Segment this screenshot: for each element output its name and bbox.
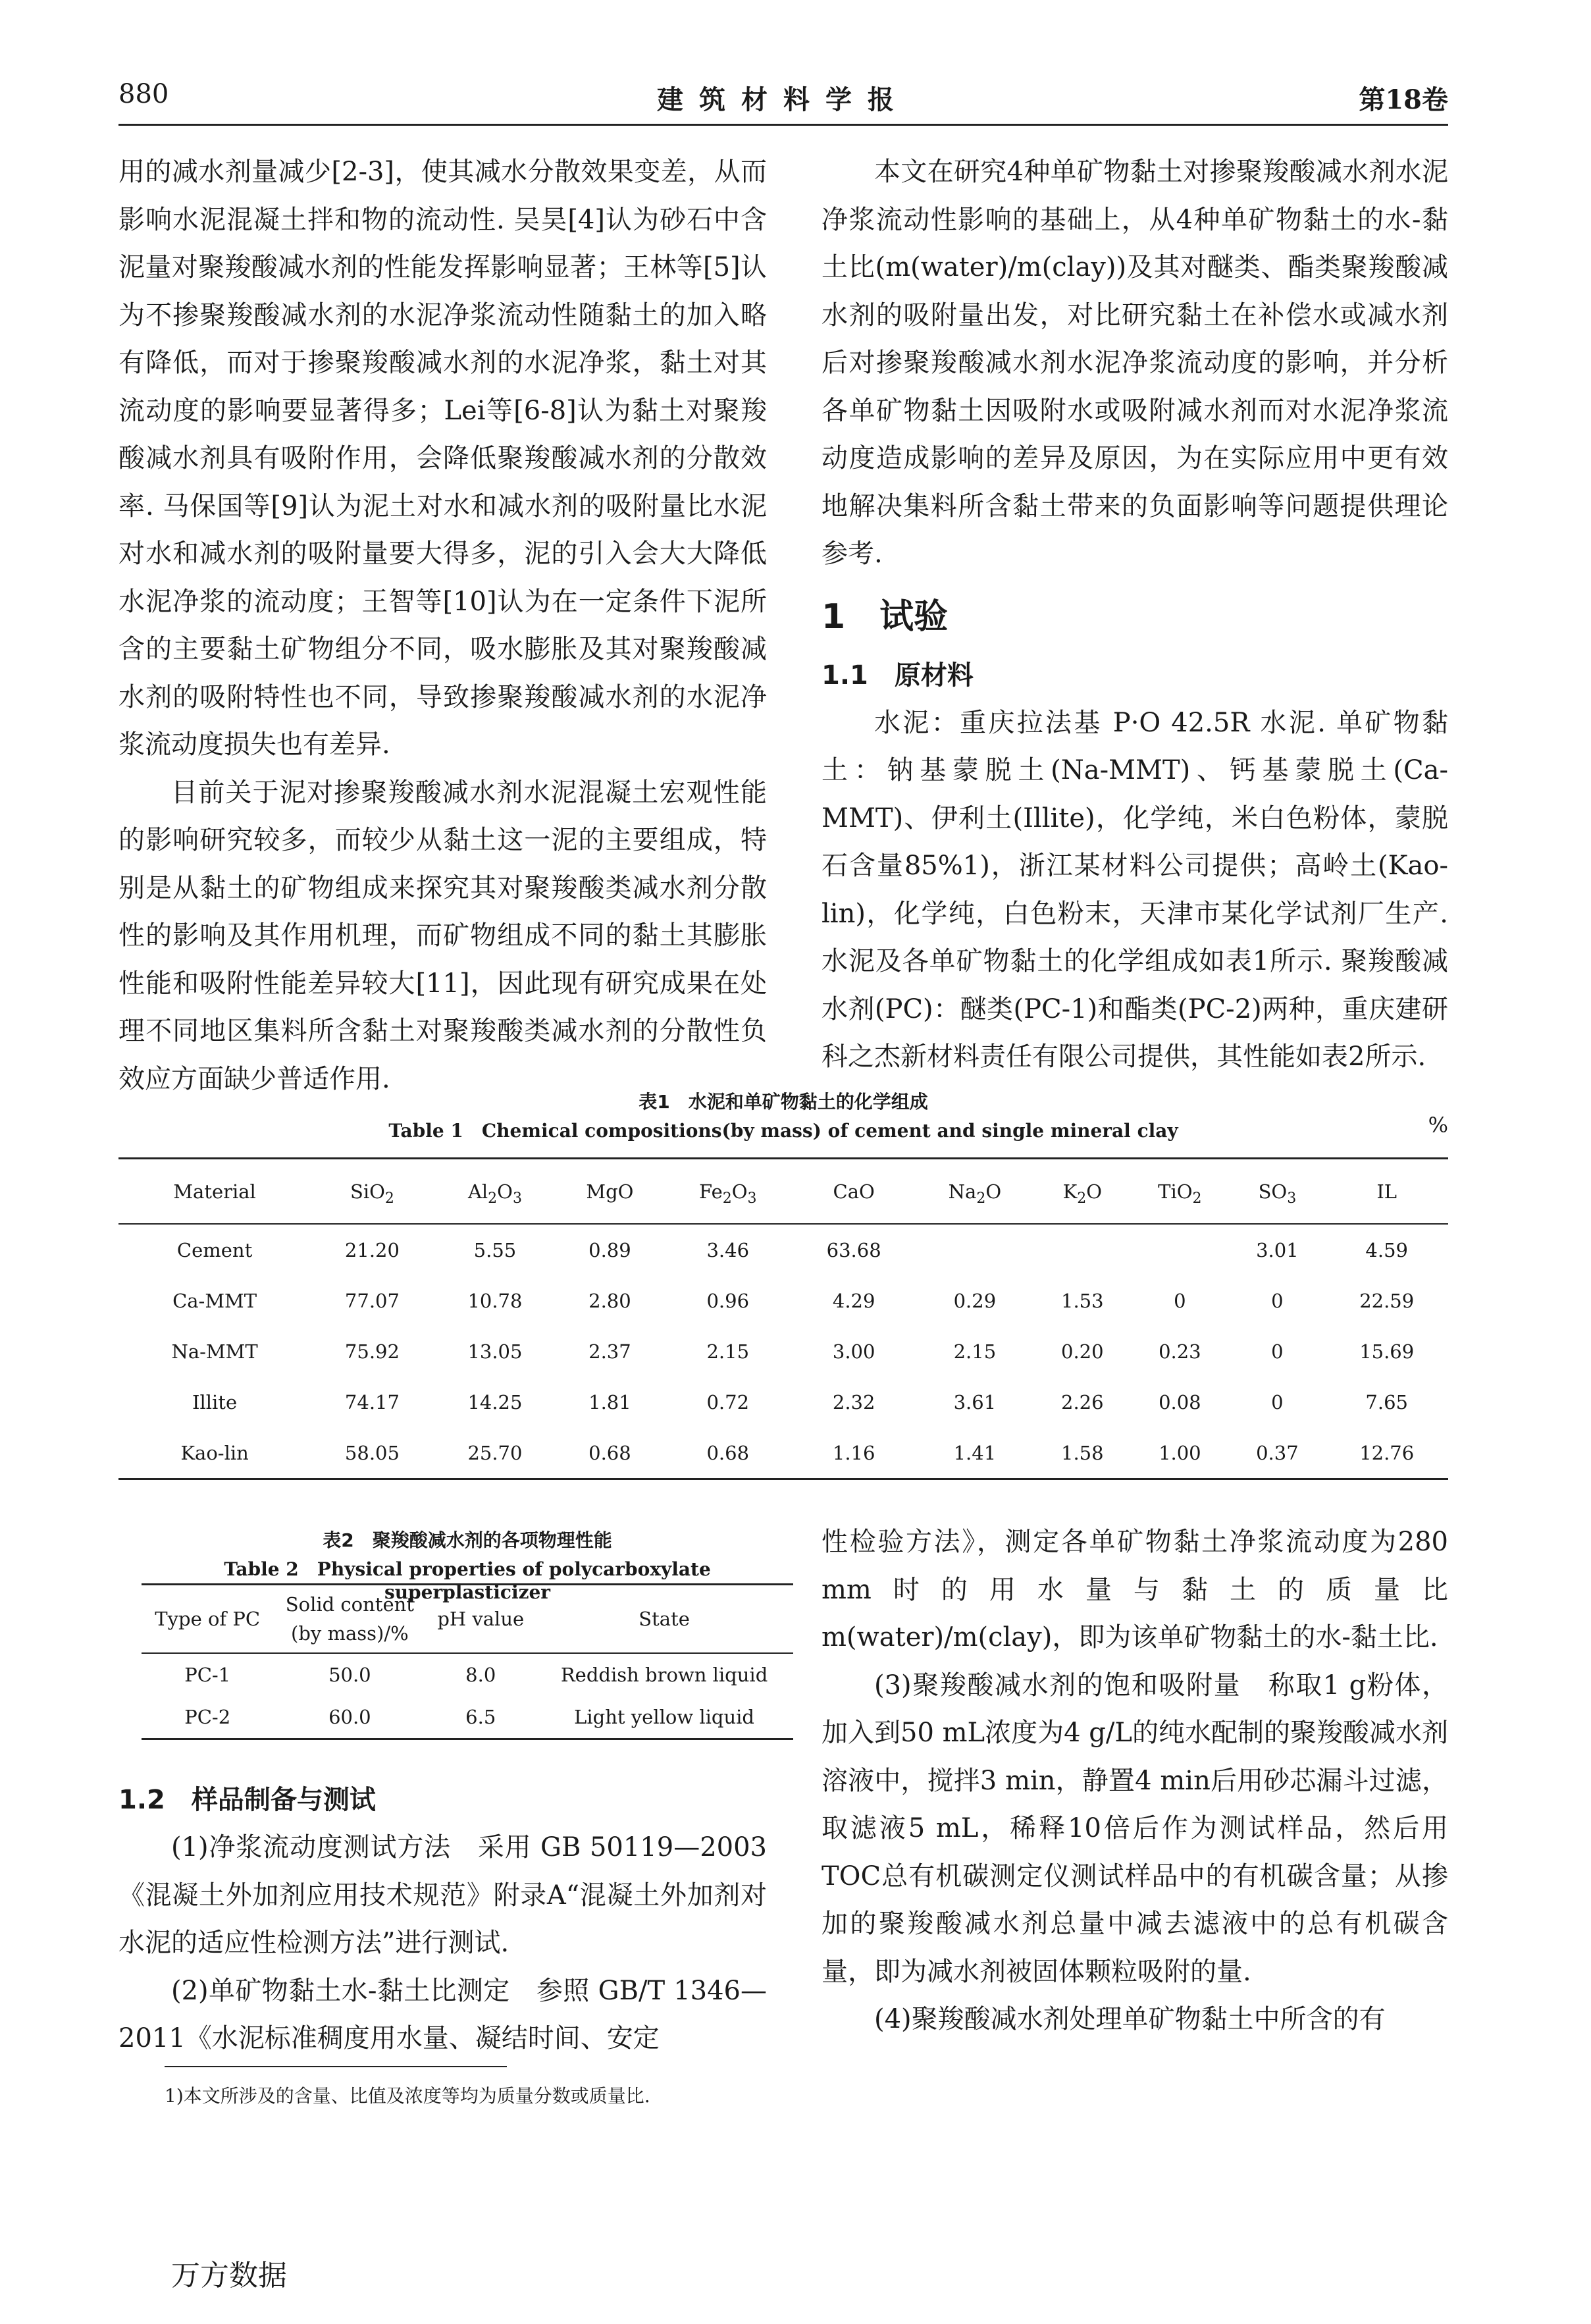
column-header: $Na_2O$ [948, 1180, 1002, 1207]
table-cell: Cement [176, 1238, 253, 1261]
paragraph: 用的减水剂量减少[2-3]，使其减水分散效果变差，从而影响水泥混凝土拌和物的流动性. 吴昊[4]认为砂石中含泥量对聚羧酸减水剂的性能发挥影响显著；王林等[5]认为不掺聚羧酸减水剂的水泥净浆流动性随黏土的加入略有降低，而对于掺聚羧酸减水剂的水泥净浆，黏土对其流动度的影响要显著得多；Lei等[6-8]认为黏土对聚羧酸减水剂具有吸附作用，会降低聚羧酸减水剂的分散效率. 马保国等[9]认为泥土对水和减水剂的吸附量比水泥对水和减水剂的吸附量要大得多，泥的引入会大大降低水泥净浆的流动度；王智等[10]认为在一定条件下泥所含的主要黏土矿物组分不同，吸水膨胀及其对聚羧酸减水剂的吸附特性也不同，导致掺聚羧酸减水剂的水泥净浆流动度损失也有差异. [118, 157, 767, 760]
table-row [118, 1377, 1448, 1427]
table1-caption-en: Table 1 Chemical compositions(by mass) of cement and single mineral clay [388, 1120, 1178, 1142]
paragraph: (2)单矿物黏土水-黏土比测定 参照 GB/T 1346—2011《水泥标准稠度用水量、凝结时间、安定 [118, 1975, 767, 2053]
column-header: $SO_3$ [1258, 1180, 1297, 1207]
table-cell: 13.05 [467, 1340, 523, 1363]
table-cell [1034, 1224, 1130, 1275]
table-cell: 7.65 [1365, 1390, 1408, 1413]
table-cell: 0 [1271, 1390, 1284, 1413]
paragraph: (1)净浆流动度测试方法 采用 GB 50119—2003《混凝土外加剂应用技术规范》附录A“混凝土外加剂对水泥的适应性检测方法”进行测试. [118, 1832, 767, 1958]
table-cell: 14.25 [467, 1390, 523, 1413]
table-cell: 2.15 [953, 1340, 997, 1363]
column-header: SiO$_2$ [350, 1180, 394, 1207]
table-cell: 3.46 [706, 1238, 750, 1261]
watermark: 万方数据 [171, 2259, 287, 2292]
table-cell: 2.15 [706, 1340, 750, 1363]
table-cell: 10.78 [467, 1289, 523, 1312]
table-cell: 3.01 [1256, 1238, 1299, 1261]
table-cell: 1.41 [953, 1441, 997, 1464]
table-cell: Na-MMT [171, 1340, 258, 1363]
table-cell: Kao-lin [180, 1441, 249, 1464]
column-header: Solid content (by mass)/% [285, 1593, 414, 1645]
running-header [118, 79, 1448, 125]
table-cell: 0 [1271, 1340, 1284, 1363]
table-cell: 2.26 [1061, 1390, 1104, 1413]
journal-title: 建筑材料学报 [657, 84, 910, 115]
table-cell: 4.59 [1365, 1238, 1408, 1261]
table-cell: 2.37 [588, 1340, 631, 1363]
table-cell: 50.0 [328, 1664, 371, 1686]
section-heading: 1 试验 [822, 596, 949, 637]
column-header: MgO [586, 1180, 634, 1203]
table-cell: Reddish brown liquid [560, 1664, 768, 1686]
header-rule [118, 124, 1448, 126]
footnote-rule [165, 2066, 507, 2067]
table-cell: 0.68 [706, 1441, 750, 1464]
table-cell: 2.80 [588, 1289, 631, 1312]
table2-caption-en: Table 2 Physical properties of polycarboxylate superplasticizer [224, 1558, 711, 1603]
table-cell: 63.68 [826, 1238, 881, 1261]
column-header: Material [173, 1180, 256, 1203]
table-cell: 25.70 [467, 1441, 523, 1464]
table-cell: 0.72 [706, 1390, 750, 1413]
table-row [118, 1224, 1448, 1275]
table-cell: 0.08 [1159, 1390, 1201, 1413]
column-header: CaO [833, 1180, 875, 1203]
table-row [142, 1696, 793, 1739]
table-cell: 60.0 [328, 1706, 371, 1728]
table-cell: 75.92 [344, 1340, 400, 1363]
table-cell: PC-2 [184, 1706, 231, 1728]
table-cell: 1.81 [588, 1390, 631, 1413]
column-header: $Al_2O_3$ [467, 1180, 522, 1207]
column-header: $Fe_2O_3$ [699, 1180, 757, 1207]
table-cell [915, 1224, 1034, 1275]
subsection-heading: 1.2 样品制备与测试 [118, 1785, 376, 1815]
table-cell: 21.20 [344, 1238, 400, 1261]
table-cell: 1.16 [832, 1441, 875, 1464]
table-cell: 1.53 [1061, 1289, 1104, 1312]
page-number: 880 [118, 79, 169, 109]
table1 [118, 1157, 1448, 1480]
left-column-lower [118, 1776, 767, 2063]
table-cell: 0.96 [706, 1289, 750, 1312]
table-cell [1130, 1224, 1229, 1275]
table-cell: 12.76 [1359, 1441, 1415, 1464]
table-cell: 6.5 [465, 1706, 496, 1728]
table2-caption-cn: 表2 聚羧酸减水剂的各项物理性能 [323, 1529, 612, 1551]
table-row [118, 1326, 1448, 1377]
right-column-lower [822, 1518, 1448, 2044]
column-header: TiO$_2$ [1158, 1180, 1202, 1207]
paragraph: 性检验方法》，测定各单矿物黏土净浆流动度为280 mm时的用水量与黏土的质量比 m(water)/m(clay)，即为该单矿物黏土的水-黏土比. [822, 1527, 1448, 1652]
paragraph: 水泥：重庆拉法基 P·O 42.5R 水泥. 单矿物黏土：钠基蒙脱土(Na-MMT)、钙基蒙脱土(Ca-MMT)、伊利土(Illite)，化学纯，米白色粉体，蒙脱石含量85%1)，浙江某材料公司提供；高岭土(Kao-lin)，化学纯，白色粉末，天津市某化学试剂厂生产. 水泥及各单矿物黏土的化学组成如表1所示. 聚羧酸减水剂(PC)：醚类(PC-1)和酯类(PC-2)两种，重庆建研科之杰新材料责任有限公司提供，其性能如表2所示. [822, 707, 1448, 1072]
table1-unit: % [1428, 1113, 1448, 1138]
table1-caption-cn: 表1 水泥和单矿物黏土的化学组成 [639, 1091, 928, 1113]
column-header: Type of PC [155, 1608, 261, 1630]
table-row [118, 1427, 1448, 1479]
table-cell: Light yellow liquid [574, 1706, 754, 1728]
paragraph: 本文在研究4种单矿物黏土对掺聚羧酸减水剂水泥净浆流动性影响的基础上，从4种单矿物黏土的水-黏土比(m(water)/m(clay))及其对醚类、酯类聚羧酸减水剂的吸附量出发，对比研究黏土在补偿水或减水剂后对掺聚羧酸减水剂水泥净浆流动度的影响，并分析各单矿物黏土因吸附水或吸附减水剂而对水泥净浆流动度造成影响的差异及原因，为在实际应用中更有效地解决集料所含黏土带来的负面影响等问题提供理论参考. [822, 157, 1448, 569]
table-cell: 0.23 [1159, 1340, 1201, 1363]
table-row [142, 1653, 793, 1696]
table-cell: 1.58 [1061, 1441, 1104, 1464]
table-header-row [118, 1159, 1448, 1225]
paragraph: (4)聚羧酸减水剂处理单矿物黏土中所含的有 [874, 2004, 1386, 2034]
table-cell: 0 [1271, 1289, 1284, 1312]
table-cell: 77.07 [344, 1289, 400, 1312]
table-cell: 0.29 [953, 1289, 997, 1312]
table-cell: 8.0 [465, 1664, 496, 1686]
table-cell: 3.00 [832, 1340, 875, 1363]
table-cell: 74.17 [344, 1390, 400, 1413]
column-header: State [639, 1608, 690, 1630]
table2 [142, 1583, 793, 1740]
table-cell: 3.61 [953, 1390, 997, 1413]
table-cell: 1.00 [1159, 1441, 1201, 1464]
table-cell: 0.20 [1061, 1340, 1104, 1363]
left-column [118, 148, 767, 1103]
table-header-row [142, 1585, 793, 1654]
table-cell: 2.32 [832, 1390, 875, 1413]
paragraph: 目前关于泥对掺聚羧酸减水剂水泥混凝土宏观性能的影响研究较多，而较少从黏土这一泥的主要组成，特别是从黏土的矿物组成来探究其对聚羧酸类减水剂分散性的影响及其作用机理，而矿物组成不同的黏土其膨胀性能和吸附性能差异较大[11]，因此现有研究成果在处理不同地区集料所含黏土对聚羧酸类减水剂的分散性负效应方面缺少普适作用. [118, 777, 767, 1094]
table-cell: PC-1 [184, 1664, 231, 1686]
table-cell: 0.68 [588, 1441, 631, 1464]
paragraph: (3)聚羧酸减水剂的饱和吸附量 称取1 g粉体，加入到50 mL浓度为4 g/L的纯水配制的聚羧酸减水剂溶液中，搅拌3 min，静置4 min后用砂芯漏斗过滤，取滤液5 mL，稀释10倍后作为测试样品，然后用TOC总有机碳测定仪测试样品中的有机碳含量；从掺加的聚羧酸减水剂总量中减去滤液中的总有机碳含量，即为减水剂被固体颗粒吸附的量. [822, 1670, 1448, 1987]
column-header: IL [1376, 1180, 1397, 1203]
table-cell: 22.59 [1359, 1289, 1415, 1312]
column-header: pH value [437, 1608, 525, 1630]
table-cell: 4.29 [832, 1289, 875, 1312]
table-row [118, 1275, 1448, 1326]
table-cell: 0.37 [1256, 1441, 1299, 1464]
table-cell: Ca-MMT [172, 1289, 257, 1312]
table-cell: Illite [192, 1390, 238, 1413]
table-cell: 0.89 [588, 1238, 631, 1261]
right-column [822, 148, 1448, 1081]
table-cell: 15.69 [1359, 1340, 1415, 1363]
volume-label: 第18卷 [1359, 84, 1448, 115]
table-cell: 0 [1174, 1289, 1186, 1312]
footnote: 1)本文所涉及的含量、比值及浓度等均为质量分数或质量比. [165, 2085, 650, 2107]
table-cell: 58.05 [344, 1441, 400, 1464]
table-cell: 5.55 [473, 1238, 517, 1261]
subsection-heading: 1.1 原材料 [822, 660, 974, 691]
column-header: $K_2O$ [1062, 1180, 1103, 1207]
